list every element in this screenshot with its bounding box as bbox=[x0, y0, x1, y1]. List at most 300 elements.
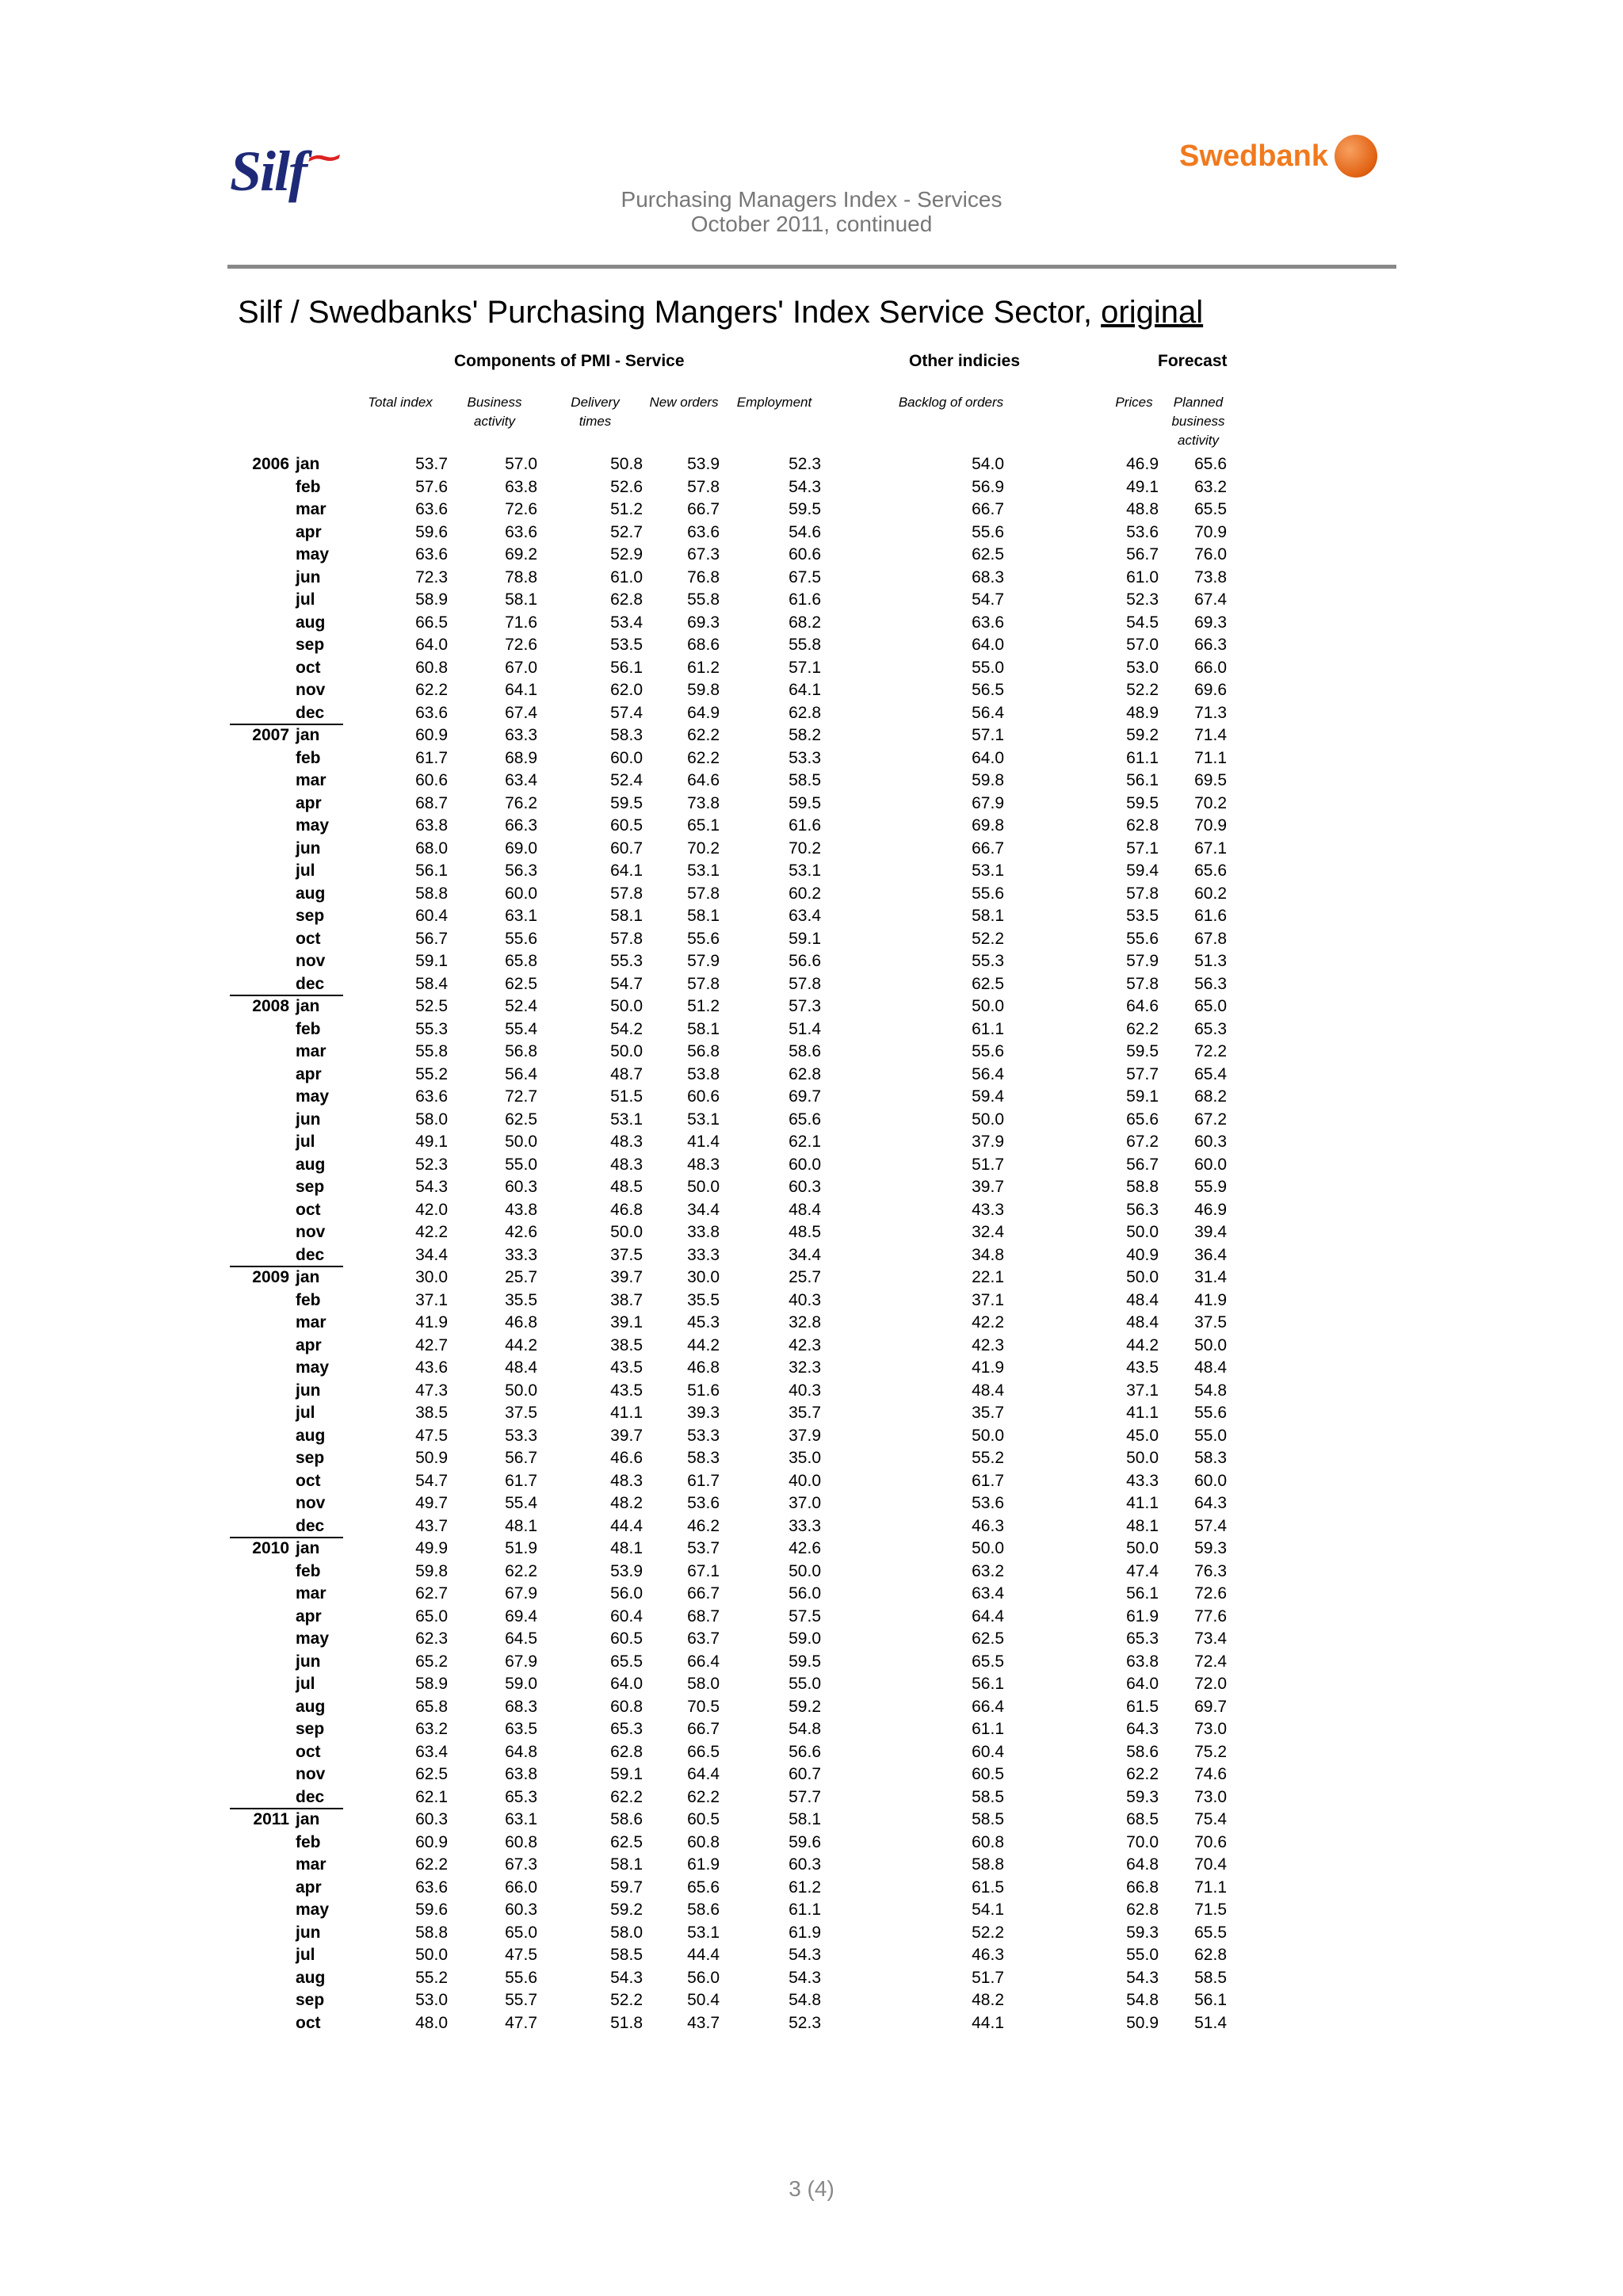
table-cell: 55.3 bbox=[972, 952, 1004, 970]
table-cell: 51.4 bbox=[789, 1019, 821, 1038]
table-cell: 71.5 bbox=[1194, 1901, 1227, 1919]
table-cell: 42.3 bbox=[789, 1335, 821, 1354]
table-cell: 60.0 bbox=[505, 884, 537, 903]
table-cell: 48.7 bbox=[610, 1064, 643, 1083]
table-cell: 73.0 bbox=[1194, 1787, 1227, 1806]
table-cell: 56.6 bbox=[789, 1742, 821, 1761]
table-cell: 39.4 bbox=[1194, 1223, 1227, 1241]
table-cell: 54.3 bbox=[789, 1968, 821, 1987]
table-cell: 58.6 bbox=[687, 1901, 720, 1919]
table-cell: 48.4 bbox=[505, 1358, 537, 1377]
row-month: nov bbox=[296, 1223, 326, 1241]
table-cell: 46.9 bbox=[1126, 455, 1159, 473]
col-employment: Employment bbox=[736, 395, 812, 410]
table-cell: 67.3 bbox=[505, 1855, 537, 1874]
table-cell: 57.9 bbox=[687, 952, 720, 970]
table-cell: 52.3 bbox=[789, 455, 821, 473]
table-cell: 56.8 bbox=[687, 1042, 720, 1060]
table-cell: 52.3 bbox=[789, 2013, 821, 2032]
table-cell: 50.0 bbox=[972, 1110, 1004, 1129]
row-month: aug bbox=[296, 1426, 326, 1445]
table-cell: 43.5 bbox=[610, 1381, 643, 1400]
silf-logo: Silf⁓ bbox=[230, 139, 337, 203]
row-month: nov bbox=[296, 681, 326, 699]
table-cell: 59.5 bbox=[1126, 1042, 1159, 1060]
table-cell: 58.1 bbox=[505, 590, 537, 609]
table-cell: 44.2 bbox=[687, 1335, 720, 1354]
table-cell: 56.1 bbox=[1126, 1584, 1159, 1603]
table-cell: 65.3 bbox=[1126, 1629, 1159, 1648]
table-cell: 58.5 bbox=[610, 1946, 643, 1964]
table-cell: 61.9 bbox=[687, 1855, 720, 1874]
table-cell: 51.9 bbox=[505, 1539, 537, 1557]
table-cell: 66.7 bbox=[972, 839, 1004, 858]
table-row bbox=[0, 1492, 1623, 1515]
row-month: apr bbox=[296, 1878, 322, 1897]
table-cell: 64.1 bbox=[505, 681, 537, 699]
row-month: sep bbox=[296, 1720, 325, 1738]
table-cell: 60.3 bbox=[1194, 1133, 1227, 1151]
table-row bbox=[0, 1312, 1623, 1335]
table-cell: 62.5 bbox=[972, 1629, 1004, 1648]
table-cell: 55.2 bbox=[415, 1064, 448, 1083]
table-cell: 70.2 bbox=[687, 839, 720, 858]
table-row bbox=[0, 973, 1623, 996]
table-cell: 77.6 bbox=[1194, 1606, 1227, 1626]
table-cell: 53.3 bbox=[789, 748, 821, 767]
table-cell: 55.0 bbox=[789, 1675, 821, 1693]
table-cell: 40.9 bbox=[1126, 1245, 1159, 1264]
table-cell: 50.0 bbox=[972, 1539, 1004, 1557]
row-month: nov bbox=[296, 952, 326, 970]
table-cell: 72.3 bbox=[415, 567, 448, 586]
table-cell: 50.0 bbox=[1126, 1539, 1159, 1557]
table-cell: 48.2 bbox=[972, 1991, 1004, 2009]
table-cell: 69.5 bbox=[1194, 771, 1227, 789]
table-cell: 58.5 bbox=[972, 1810, 1004, 1828]
table-cell: 53.5 bbox=[1126, 907, 1159, 925]
table-cell: 54.1 bbox=[972, 1901, 1004, 1919]
table-row bbox=[0, 521, 1623, 544]
row-year: 2007 bbox=[252, 726, 289, 744]
table-cell: 39.7 bbox=[610, 1268, 643, 1286]
table-cell: 72.6 bbox=[505, 500, 537, 518]
table-cell: 52.2 bbox=[610, 1991, 643, 2009]
table-cell: 50.9 bbox=[1126, 2013, 1159, 2032]
table-cell: 62.2 bbox=[610, 1787, 643, 1806]
table-cell: 55.2 bbox=[972, 1449, 1004, 1467]
table-cell: 61.6 bbox=[789, 590, 821, 609]
table-cell: 46.8 bbox=[687, 1358, 720, 1377]
table-cell: 62.1 bbox=[415, 1787, 448, 1806]
table-cell: 59.6 bbox=[415, 522, 448, 541]
table-cell: 67.2 bbox=[1126, 1133, 1159, 1151]
table-cell: 56.0 bbox=[687, 1968, 720, 1987]
table-cell: 41.1 bbox=[1126, 1494, 1159, 1512]
table-cell: 60.6 bbox=[687, 1087, 720, 1106]
table-row bbox=[0, 1899, 1623, 1922]
row-month: oct bbox=[296, 1471, 321, 1490]
table-cell: 57.9 bbox=[1126, 952, 1159, 970]
table-cell: 57.8 bbox=[1126, 974, 1159, 993]
row-month: jan bbox=[296, 726, 320, 744]
table-cell: 57.1 bbox=[789, 658, 821, 677]
table-cell: 58.4 bbox=[415, 974, 448, 993]
table-cell: 32.4 bbox=[972, 1223, 1004, 1241]
table-cell: 69.4 bbox=[505, 1606, 537, 1626]
table-cell: 59.4 bbox=[1126, 861, 1159, 880]
row-month: aug bbox=[296, 1697, 326, 1716]
data-table bbox=[0, 453, 1623, 2034]
table-cell: 40.0 bbox=[789, 1471, 821, 1490]
table-cell: 48.3 bbox=[610, 1471, 643, 1490]
swedbank-wordmark: Swedbank bbox=[1179, 139, 1328, 173]
table-cell: 64.4 bbox=[687, 1765, 720, 1783]
table-cell: 58.5 bbox=[1194, 1968, 1227, 1987]
row-month: jun bbox=[296, 1923, 321, 1942]
table-cell: 69.2 bbox=[505, 545, 537, 563]
table-cell: 47.5 bbox=[415, 1426, 448, 1445]
table-cell: 55.8 bbox=[415, 1042, 448, 1060]
table-cell: 48.1 bbox=[610, 1539, 643, 1557]
table-cell: 61.1 bbox=[972, 1720, 1004, 1738]
row-month: may bbox=[296, 1087, 330, 1106]
table-cell: 63.2 bbox=[1194, 477, 1227, 496]
table-cell: 59.2 bbox=[789, 1697, 821, 1716]
table-cell: 52.4 bbox=[610, 771, 643, 789]
page-number: 3 (4) bbox=[789, 2176, 834, 2201]
table-cell: 68.5 bbox=[1126, 1810, 1159, 1828]
table-cell: 54.3 bbox=[415, 1178, 448, 1196]
table-cell: 53.0 bbox=[415, 1991, 448, 2009]
table-cell: 64.6 bbox=[1126, 997, 1159, 1015]
row-month: may bbox=[296, 545, 330, 563]
table-cell: 64.0 bbox=[972, 748, 1004, 767]
table-cell: 49.1 bbox=[415, 1133, 448, 1151]
table-cell: 37.0 bbox=[789, 1494, 821, 1512]
table-cell: 60.2 bbox=[789, 884, 821, 903]
table-cell: 43.6 bbox=[415, 1358, 448, 1377]
table-cell: 55.6 bbox=[1126, 929, 1159, 948]
table-cell: 33.3 bbox=[687, 1245, 720, 1264]
table-cell: 63.6 bbox=[415, 545, 448, 563]
table-cell: 54.7 bbox=[972, 590, 1004, 609]
table-row bbox=[0, 1944, 1623, 1967]
table-cell: 73.8 bbox=[687, 793, 720, 812]
table-row bbox=[0, 1176, 1623, 1199]
table-cell: 51.7 bbox=[972, 1155, 1004, 1174]
row-month: apr bbox=[296, 1606, 322, 1626]
row-month: dec bbox=[296, 1245, 325, 1264]
col-delivery-times: Delivery times bbox=[571, 395, 620, 429]
table-row bbox=[0, 1741, 1623, 1764]
table-cell: 63.8 bbox=[505, 1765, 537, 1783]
table-cell: 61.2 bbox=[687, 658, 720, 677]
table-cell: 60.3 bbox=[505, 1901, 537, 1919]
table-row bbox=[0, 1922, 1623, 1945]
table-cell: 37.1 bbox=[1126, 1381, 1159, 1400]
table-cell: 67.4 bbox=[505, 703, 537, 722]
table-cell: 63.6 bbox=[415, 1878, 448, 1897]
table-cell: 59.1 bbox=[789, 929, 821, 948]
table-cell: 56.0 bbox=[610, 1584, 643, 1603]
table-cell: 59.6 bbox=[789, 1832, 821, 1851]
table-cell: 54.3 bbox=[1126, 1968, 1159, 1987]
table-cell: 60.3 bbox=[505, 1178, 537, 1196]
table-cell: 50.9 bbox=[415, 1449, 448, 1467]
table-cell: 43.3 bbox=[1126, 1471, 1159, 1490]
table-cell: 53.1 bbox=[687, 861, 720, 880]
col-planned-activity: Planned business activity bbox=[1171, 395, 1225, 448]
table-cell: 61.1 bbox=[789, 1901, 821, 1919]
table-cell: 48.4 bbox=[1194, 1358, 1227, 1377]
table-cell: 63.6 bbox=[972, 613, 1004, 632]
table-cell: 41.9 bbox=[415, 1313, 448, 1331]
table-cell: 63.6 bbox=[415, 1087, 448, 1106]
table-cell: 56.7 bbox=[415, 929, 448, 948]
table-cell: 60.6 bbox=[415, 771, 448, 789]
table-cell: 56.7 bbox=[1126, 545, 1159, 563]
table-cell: 59.5 bbox=[789, 1652, 821, 1671]
group-forecast: Forecast bbox=[1158, 352, 1228, 370]
table-cell: 65.6 bbox=[1194, 455, 1227, 473]
table-cell: 62.5 bbox=[972, 974, 1004, 993]
table-cell: 65.0 bbox=[1194, 997, 1227, 1015]
table-cell: 58.9 bbox=[415, 1675, 448, 1693]
table-row bbox=[0, 679, 1623, 702]
table-cell: 52.3 bbox=[415, 1155, 448, 1174]
table-cell: 63.4 bbox=[972, 1584, 1004, 1603]
table-cell: 63.5 bbox=[505, 1720, 537, 1738]
table-cell: 59.2 bbox=[610, 1901, 643, 1919]
table-cell: 50.0 bbox=[610, 1223, 643, 1241]
group-components: Components of PMI - Service bbox=[454, 352, 685, 370]
table-cell: 65.5 bbox=[972, 1652, 1004, 1671]
table-cell: 54.8 bbox=[1126, 1991, 1159, 2009]
table-cell: 53.6 bbox=[1126, 522, 1159, 541]
row-month: aug bbox=[296, 1968, 326, 1987]
table-cell: 60.8 bbox=[610, 1697, 643, 1716]
table-cell: 61.1 bbox=[972, 1019, 1004, 1038]
table-row bbox=[0, 860, 1623, 883]
table-cell: 48.3 bbox=[610, 1155, 643, 1174]
table-cell: 56.1 bbox=[415, 861, 448, 880]
table-cell: 34.8 bbox=[972, 1245, 1004, 1264]
row-month: mar bbox=[296, 771, 327, 789]
table-cell: 48.2 bbox=[610, 1494, 643, 1512]
row-month: oct bbox=[296, 1200, 321, 1219]
table-cell: 57.7 bbox=[789, 1787, 821, 1806]
table-cell: 58.3 bbox=[1194, 1449, 1227, 1467]
table-cell: 57.6 bbox=[415, 477, 448, 496]
row-month: jan bbox=[296, 1539, 320, 1557]
table-row bbox=[0, 883, 1623, 906]
table-cell: 62.2 bbox=[687, 1787, 720, 1806]
table-cell: 39.3 bbox=[687, 1404, 720, 1422]
table-cell: 63.7 bbox=[687, 1629, 720, 1648]
table-cell: 48.5 bbox=[610, 1178, 643, 1196]
table-cell: 58.8 bbox=[1126, 1178, 1159, 1196]
table-cell: 67.9 bbox=[505, 1652, 537, 1671]
table-cell: 50.0 bbox=[687, 1178, 720, 1196]
table-cell: 56.1 bbox=[1194, 1991, 1227, 2009]
table-cell: 67.1 bbox=[1194, 839, 1227, 858]
table-cell: 52.9 bbox=[610, 545, 643, 563]
table-cell: 56.9 bbox=[972, 477, 1004, 496]
table-cell: 64.1 bbox=[610, 861, 643, 880]
table-cell: 70.9 bbox=[1194, 522, 1227, 541]
table-cell: 55.6 bbox=[972, 884, 1004, 903]
table-cell: 53.7 bbox=[415, 455, 448, 473]
table-cell: 61.9 bbox=[1126, 1606, 1159, 1626]
table-row bbox=[0, 1041, 1623, 1064]
table-cell: 63.1 bbox=[505, 1810, 537, 1828]
table-cell: 22.1 bbox=[972, 1268, 1004, 1286]
table-cell: 50.8 bbox=[610, 455, 643, 473]
table-cell: 59.1 bbox=[415, 952, 448, 970]
table-row bbox=[0, 567, 1623, 590]
table-cell: 43.5 bbox=[610, 1358, 643, 1377]
table-cell: 57.8 bbox=[687, 884, 720, 903]
table-cell: 55.6 bbox=[1194, 1404, 1227, 1422]
table-cell: 67.1 bbox=[687, 1561, 720, 1580]
table-cell: 63.3 bbox=[505, 726, 537, 744]
table-cell: 54.3 bbox=[610, 1968, 643, 1987]
table-row bbox=[0, 2012, 1623, 2035]
table-cell: 43.5 bbox=[1126, 1358, 1159, 1377]
table-cell: 53.5 bbox=[610, 636, 643, 654]
table-cell: 64.8 bbox=[1126, 1855, 1159, 1874]
table-cell: 70.9 bbox=[1194, 816, 1227, 835]
row-month: oct bbox=[296, 658, 321, 677]
table-cell: 58.3 bbox=[610, 726, 643, 744]
table-cell: 47.3 bbox=[415, 1381, 448, 1400]
table-cell: 62.8 bbox=[789, 1064, 821, 1083]
table-cell: 72.6 bbox=[505, 636, 537, 654]
table-cell: 62.2 bbox=[415, 681, 448, 699]
table-row bbox=[0, 702, 1623, 725]
table-cell: 62.5 bbox=[505, 974, 537, 993]
table-cell: 41.1 bbox=[610, 1404, 643, 1422]
table-row bbox=[0, 793, 1623, 816]
table-cell: 65.5 bbox=[1194, 500, 1227, 518]
table-row bbox=[0, 1718, 1623, 1741]
table-cell: 67.3 bbox=[687, 545, 720, 563]
table-cell: 60.4 bbox=[610, 1606, 643, 1626]
table-cell: 68.6 bbox=[687, 636, 720, 654]
table-cell: 59.3 bbox=[1194, 1539, 1227, 1557]
table-cell: 62.2 bbox=[1126, 1765, 1159, 1783]
table-cell: 53.1 bbox=[687, 1110, 720, 1129]
table-cell: 68.3 bbox=[505, 1697, 537, 1716]
table-cell: 44.4 bbox=[610, 1516, 643, 1535]
table-cell: 57.8 bbox=[687, 974, 720, 993]
table-cell: 42.3 bbox=[972, 1335, 1004, 1354]
table-cell: 70.6 bbox=[1194, 1832, 1227, 1851]
original-link[interactable]: original bbox=[1101, 295, 1204, 330]
table-cell: 75.2 bbox=[1194, 1742, 1227, 1761]
table-row bbox=[0, 657, 1623, 680]
table-cell: 57.3 bbox=[789, 997, 821, 1015]
table-cell: 58.9 bbox=[415, 590, 448, 609]
table-cell: 42.6 bbox=[789, 1539, 821, 1557]
table-cell: 71.3 bbox=[1194, 703, 1227, 722]
table-cell: 48.4 bbox=[789, 1200, 821, 1219]
table-cell: 69.6 bbox=[1194, 681, 1227, 699]
table-cell: 68.2 bbox=[789, 613, 821, 632]
table-row bbox=[0, 589, 1623, 612]
table-cell: 51.8 bbox=[610, 2013, 643, 2032]
table-cell: 36.4 bbox=[1194, 1245, 1227, 1264]
table-cell: 50.0 bbox=[415, 1946, 448, 1964]
table-cell: 53.6 bbox=[972, 1494, 1004, 1512]
table-row bbox=[0, 1064, 1623, 1087]
table-cell: 65.5 bbox=[610, 1652, 643, 1671]
table-cell: 62.5 bbox=[610, 1832, 643, 1851]
row-month: jul bbox=[296, 1675, 315, 1693]
group-other: Other indicies bbox=[909, 352, 1021, 370]
table-cell: 32.3 bbox=[789, 1358, 821, 1377]
table-cell: 46.8 bbox=[610, 1200, 643, 1219]
row-month: apr bbox=[296, 1064, 322, 1083]
table-cell: 50.0 bbox=[972, 1426, 1004, 1445]
table-cell: 63.6 bbox=[687, 522, 720, 541]
row-year: 2008 bbox=[252, 997, 289, 1015]
table-cell: 53.7 bbox=[687, 1539, 720, 1557]
table-row bbox=[0, 1832, 1623, 1855]
row-month: may bbox=[296, 1358, 330, 1377]
row-month: jul bbox=[296, 1946, 315, 1964]
row-month: feb bbox=[296, 1019, 321, 1038]
table-cell: 49.9 bbox=[415, 1539, 448, 1557]
table-cell: 62.0 bbox=[610, 681, 643, 699]
table-cell: 72.7 bbox=[505, 1087, 537, 1106]
table-row bbox=[0, 747, 1623, 770]
table-cell: 49.1 bbox=[1126, 477, 1159, 496]
table-cell: 55.0 bbox=[505, 1155, 537, 1174]
table-cell: 52.2 bbox=[972, 1923, 1004, 1942]
table-cell: 60.0 bbox=[610, 748, 643, 767]
table-row bbox=[0, 1086, 1623, 1109]
table-cell: 66.5 bbox=[415, 613, 448, 632]
table-cell: 54.8 bbox=[789, 1720, 821, 1738]
table-cell: 61.7 bbox=[415, 748, 448, 767]
table-cell: 62.8 bbox=[1126, 816, 1159, 835]
table-cell: 68.7 bbox=[415, 793, 448, 812]
table-cell: 48.3 bbox=[687, 1155, 720, 1174]
table-cell: 72.2 bbox=[1194, 1042, 1227, 1060]
table-cell: 56.5 bbox=[972, 681, 1004, 699]
table-cell: 60.8 bbox=[505, 1832, 537, 1851]
table-cell: 57.8 bbox=[610, 929, 643, 948]
table-cell: 56.1 bbox=[972, 1675, 1004, 1693]
table-cell: 54.8 bbox=[1194, 1381, 1227, 1400]
table-row bbox=[0, 612, 1623, 635]
table-cell: 57.7 bbox=[1126, 1064, 1159, 1083]
table-cell: 64.1 bbox=[789, 681, 821, 699]
table-cell: 68.0 bbox=[415, 839, 448, 858]
table-cell: 60.8 bbox=[972, 1832, 1004, 1851]
table-cell: 59.8 bbox=[972, 771, 1004, 789]
table-cell: 50.0 bbox=[1126, 1223, 1159, 1241]
row-month: nov bbox=[296, 1494, 326, 1512]
table-cell: 69.8 bbox=[972, 816, 1004, 835]
table-cell: 65.1 bbox=[687, 816, 720, 835]
table-cell: 51.3 bbox=[1194, 952, 1227, 970]
table-cell: 59.0 bbox=[505, 1675, 537, 1693]
table-cell: 46.8 bbox=[505, 1313, 537, 1331]
table-cell: 70.2 bbox=[1194, 793, 1227, 812]
